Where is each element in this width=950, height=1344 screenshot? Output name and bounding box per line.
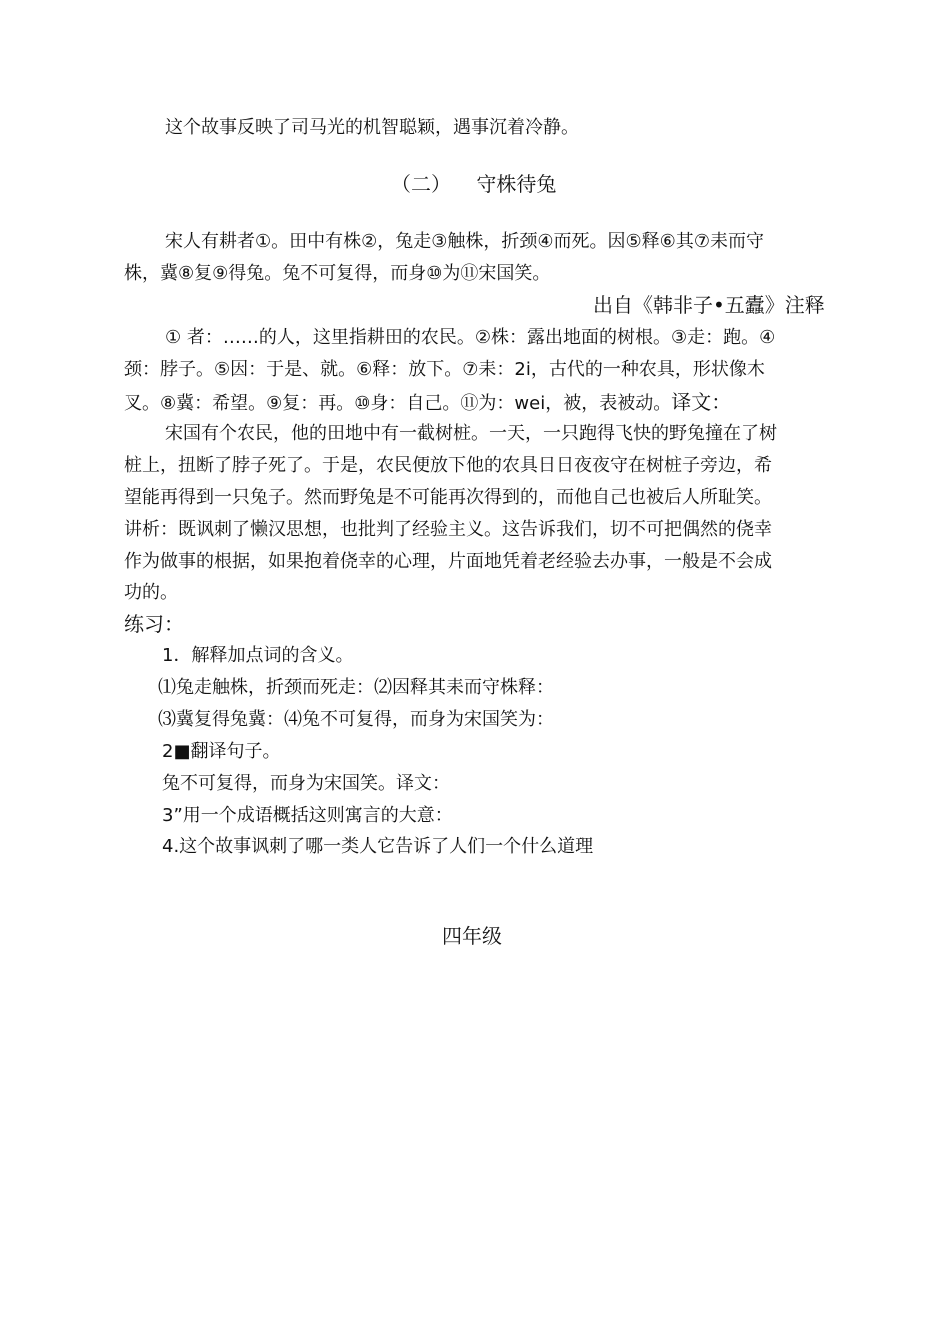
notes-line-3-text: 叉。⑧冀：希望。⑨复：再。⑩身：自己。⑪为：wei，被，表被动。 (124, 393, 672, 414)
intro-line: 这个故事反映了司马光的机智聪颖，遇事沉着冷静。 (165, 117, 579, 138)
analysis-line-1: 讲析：既讽刺了懒汉思想，也批判了经验主义。这告诉我们，切不可把偶然的侥幸 (124, 519, 772, 540)
notes-line-1: ① 者：……的人，这里指耕田的农民。②株：露出地面的树根。③走：跑。④ (165, 327, 776, 348)
notes-line-2: 颈：脖子。⑤因：于是、就。⑥释：放下。⑦耒：2i，古代的一种农具，形状像木 (124, 359, 765, 380)
source-line: 出自《韩非子•五蠹》注释 (593, 293, 825, 317)
exercise-item-7: 4.这个故事讽刺了哪一类人它告诉了人们一个什么道理 (162, 836, 594, 857)
exercise-heading: 练习： (124, 612, 184, 636)
notes-line-3 (124, 390, 731, 416)
translation-line-3: 望能再得到一只兔子。然而野兔是不可能再次得到的，而他自己也被后人所耻笑。 (124, 487, 772, 508)
analysis-line-2: 作为做事的根据，如果抱着侥幸的心理，片面地凭着老经验去办事，一般是不会成 (124, 551, 772, 572)
exercise-item-4: 2■翻译句子。 (162, 741, 281, 762)
exercise-item-2: ⑴兔走触株，折颈而死走：⑵因释其耒而守株释： (158, 677, 554, 698)
exercise-item-6: 3”用一个成语概括这则寓言的大意： (162, 805, 453, 826)
original-text-line-1: 宋人有耕者①。田中有株②，兔走③触株，折颈④而死。因⑤释⑥其⑦耒而守 (165, 231, 764, 252)
analysis-line-3: 功的。 (124, 582, 178, 603)
exercise-item-5: 兔不可复得，而身为宋国笑。译文： (162, 773, 450, 794)
translation-label: 译文： (671, 390, 732, 414)
exercise-item-3: ⑶冀复得兔冀：⑷兔不可复得，而身为宋国笑为： (158, 709, 554, 730)
original-text-line-2: 株，冀⑧复⑨得兔。兔不可复得，而身⑩为⑪宋国笑。 (124, 263, 551, 284)
grade-heading: 四年级 (442, 924, 502, 948)
translation-line-2: 桩上，扭断了脖子死了。于是，农民便放下他的农具日日夜夜守在树桩子旁边，希 (124, 455, 772, 476)
translation-line-1: 宋国有个农民，他的田地中有一截树桩。一天，一只跑得飞快的野兔撞在了树 (165, 423, 777, 444)
exercise-item-1: 1．解释加点词的含义。 (162, 645, 354, 666)
section-title: （二） 守株待兔 (391, 172, 557, 196)
